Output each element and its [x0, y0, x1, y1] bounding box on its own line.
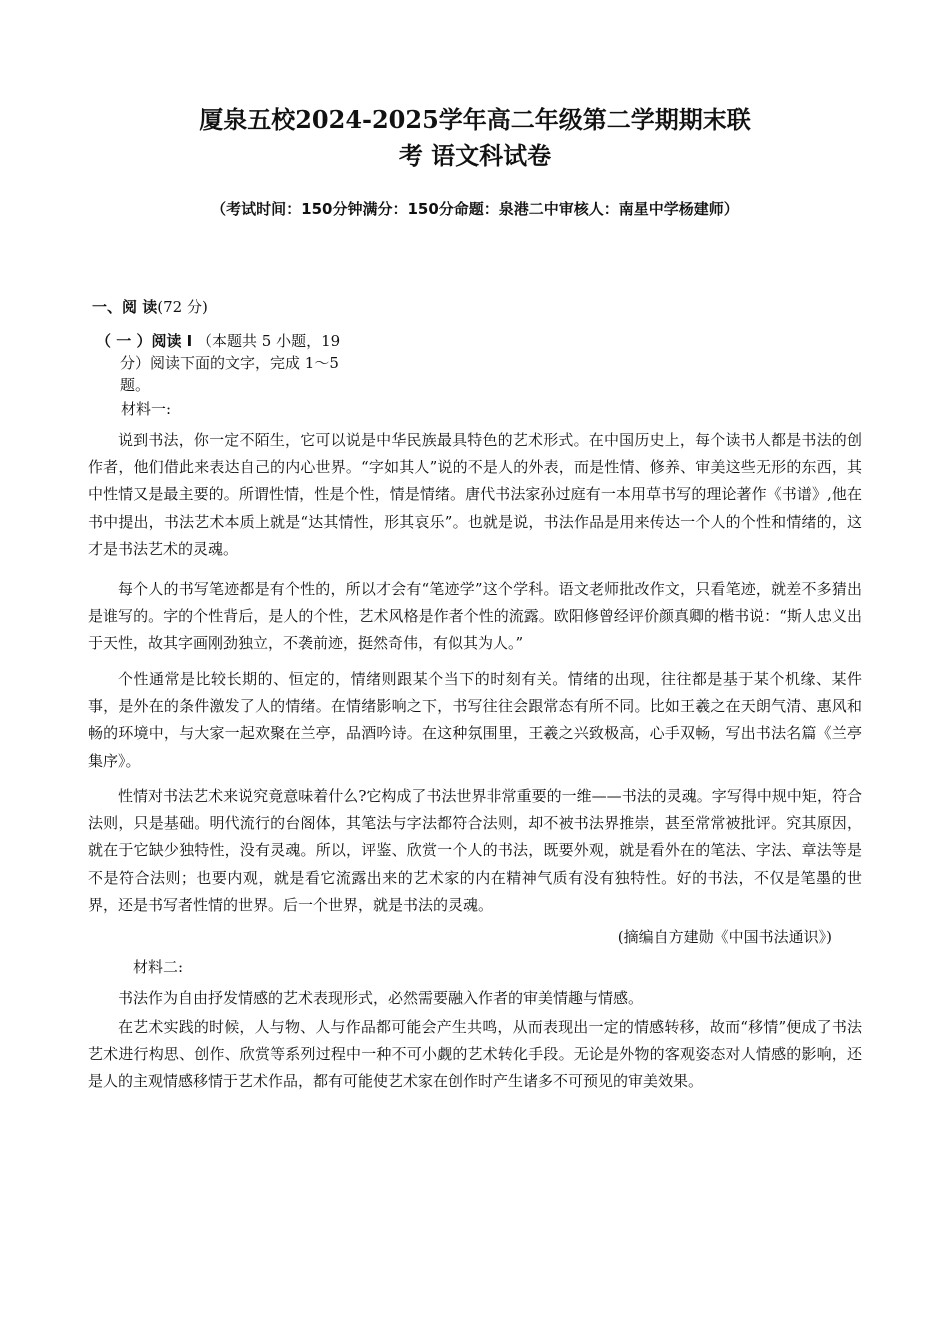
section-heading: [92, 296, 208, 318]
material2-paragraph: 在艺术实践的时候，人与物、人与作品都可能会产生共鸣，从而表现出一定的情感转移，故而“移情”便成了书法艺术进行构思、创作、欣赏等系列过程中一种不可小觑的艺术转化手段。无论是外物的客观姿态对人情感的影响，还是人的主观情感移情于艺术作品，都有可能使艺术家在创作时产生诸多不可预见的审美效果。: [88, 1018, 862, 1091]
exam-title-line2: 考 语文科试卷: [398, 141, 552, 170]
material1-paragraph: 个性通常是比较长期的、恒定的，情绪则跟某个当下的时刻有关。情绪的出现，往往都是基于某个机缘、某件事，是外在的条件激发了人的情绪。在情绪影响之下，书写往往会跟常态有所不同。比如王羲之在天朗气清、惠风和畅的环境中，与大家一起欢聚在兰亭，品酒吟诗。在这种氛围里，王羲之兴致极高，心手双畅，写出书法名篇《兰亭集序》。: [88, 670, 862, 770]
material2-paragraph: 书法作为自由抒发情感的艺术表现形式，必然需要融入作者的审美情趣与情感。: [118, 989, 644, 1007]
section-heading-title: 一、阅 读: [92, 298, 158, 316]
exam-title-line1: 厦泉五校2024-2025学年高二年级第二学期期末联: [199, 105, 751, 134]
material1-source: (摘编自方建勋《中国书法通识》): [617, 928, 832, 946]
material1-paragraph: 每个人的书写笔迹都是有个性的，所以才会有“笔迹学”这个学科。语文老师批改作文，只看笔迹，就差不多猜出是谁写的。字的个性背后，是人的个性，艺术风格是作者个性的流露。欧阳修曾经评价颜真卿的楷书说：“斯人忠义出于天性，故其字画刚劲独立，不袭前迹，挺然奇伟，有似其为人。”: [88, 580, 862, 653]
part-heading-title: （ 一 ）阅读 I: [96, 332, 193, 350]
section-heading-score: (72 分): [157, 298, 208, 316]
exam-info: （考试时间：150分钟满分：150分命题：泉港二中审核人：南星中学杨建师）: [211, 200, 739, 218]
material1-paragraph: 说到书法，你一定不陌生，它可以说是中华民族最具特色的艺术形式。在中国历史上，每个读书人都是书法的创作者，他们借此来表达自己的内心世界。“字如其人”说的不是人的外表，而是性情、修养、审美这些无形的东西，其中性情又是最主要的。所谓性情，性是个性，情是情绪。唐代书法家孙过庭有一本用草书写的理论著作《书谱》,他在书中提出，书法艺术本质上就是“达其情性，形其哀乐”。也就是说，书法作品是用来传达一个人的个性和情绪的，这才是书法艺术的灵魂。: [88, 431, 862, 558]
material2-label: 材料二:: [133, 958, 184, 976]
part-heading-desc-3: 题。: [120, 376, 151, 394]
part-heading: [96, 330, 396, 396]
part-heading-desc-2: 分）阅读下面的文字，完成 1～5: [120, 354, 339, 372]
material1-label: 材料一:: [121, 400, 172, 418]
material1-paragraph: 性情对书法艺术来说究竟意味着什么?它构成了书法世界非常重要的一维——书法的灵魂。字写得中规中矩，符合法则，只是基础。明代流行的台阁体，其笔法与字法都符合法则，却不被书法界推崇，甚至常常被批评。究其原因，就在于它缺少独特性，没有灵魂。所以，评鉴、欣赏一个人的书法，既要外观，就是看外在的笔法、字法、章法等是不是符合法则；也要内观，就是看它流露出来的艺术家的内在精神气质有没有独特性。好的书法，不仅是笔墨的世界，还是书写者性情的世界。后一个世界，就是书法的灵魂。: [88, 787, 862, 914]
part-heading-desc-1: （本题共 5 小题，19: [197, 332, 341, 350]
